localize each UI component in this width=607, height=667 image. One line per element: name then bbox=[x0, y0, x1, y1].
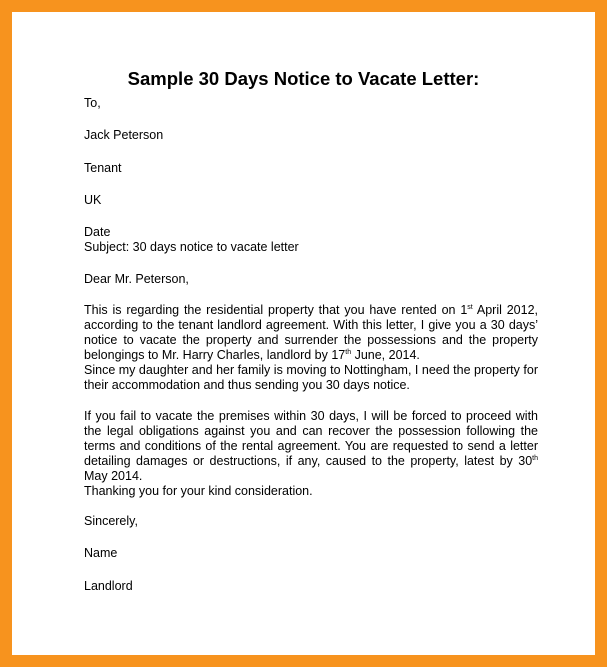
p1-part-b: April 2012, according to the tenant landlord agreement. With this letter, I give you a 30 days’ notice to vacate the property and surrender the possessions and the property belongings to Mr. Harry Charles, landlord by 17 bbox=[84, 303, 539, 362]
recipient-location: UK bbox=[84, 193, 102, 207]
recipient-role: Tenant bbox=[84, 161, 122, 175]
body-paragraph-2 bbox=[84, 409, 538, 499]
signer-role: Landlord bbox=[84, 579, 133, 593]
thanks-line: Thanking you for your kind consideration. bbox=[84, 484, 313, 498]
paragraph-1-text bbox=[84, 303, 538, 363]
subject-line: Subject: 30 days notice to vacate letter bbox=[84, 240, 299, 254]
p2-part-b: May 2014. bbox=[84, 469, 143, 483]
recipient-name: Jack Peterson bbox=[84, 128, 164, 142]
paragraph-2-text bbox=[84, 409, 538, 484]
p1-part-a: This is regarding the residential property that you have rented on 1 bbox=[84, 303, 468, 317]
p2-part-a: If you fail to vacate the premises within 30 days, I will be forced to proceed with the legal obligations against you and can recover the possession following the terms and conditions of the rental agreement. You are requested to send a letter detailing damages or destructions, if any, caused to the property, latest by 30 bbox=[84, 409, 538, 468]
p2-sup-a: th bbox=[532, 454, 538, 462]
paragraph-1-continuation: Since my daughter and her family is moving to Nottingham, I need the property for their accommodation and thus sending you 30 days notice. bbox=[84, 363, 538, 392]
p1-sup-a: st bbox=[467, 303, 473, 311]
salutation: Dear Mr. Peterson, bbox=[84, 272, 189, 286]
signer-name: Name bbox=[84, 546, 118, 560]
letter-page bbox=[12, 12, 595, 655]
date-label: Date bbox=[84, 225, 111, 239]
body-paragraph-1 bbox=[84, 303, 538, 393]
letter-title: Sample 30 Days Notice to Vacate Letter: bbox=[127, 68, 480, 89]
p1-sup-b: th bbox=[345, 348, 352, 356]
closing: Sincerely, bbox=[84, 514, 138, 528]
to-label: To, bbox=[84, 96, 101, 110]
p1-part-c: June, 2014. bbox=[351, 348, 420, 362]
